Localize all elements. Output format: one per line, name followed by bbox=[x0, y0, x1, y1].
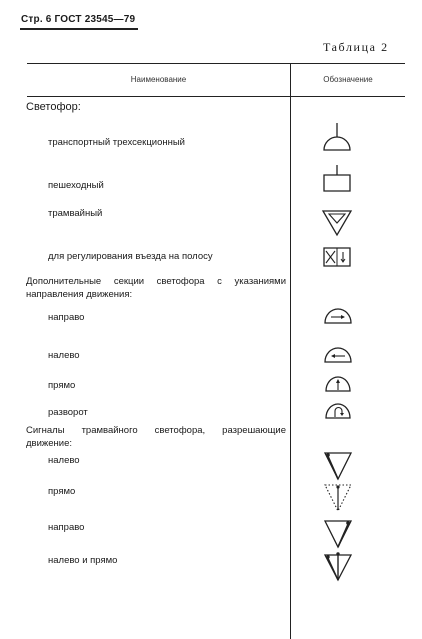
section-tram-signals: Сигналы трамвайного светофора, разрешающие движение: bbox=[26, 425, 286, 449]
row-label: налево bbox=[48, 455, 80, 466]
tram-straight-signal-icon bbox=[324, 483, 352, 513]
u-turn-section-icon bbox=[325, 402, 351, 420]
table-header-rule bbox=[27, 96, 405, 97]
column-divider bbox=[290, 63, 291, 639]
column-header-name: Наименование bbox=[130, 75, 187, 84]
row-label: направо bbox=[48, 522, 85, 533]
tram-traffic-light-icon bbox=[322, 209, 352, 237]
row-label: прямо bbox=[48, 380, 76, 391]
tram-left-straight-signal-icon bbox=[324, 552, 352, 582]
lane-entry-signal-icon bbox=[323, 247, 351, 267]
row-label: для регулирования въезда на полосу bbox=[48, 251, 213, 262]
left-arrow-section-icon bbox=[324, 346, 352, 364]
three-section-traffic-light-icon bbox=[322, 123, 352, 153]
row-label: налево и прямо bbox=[48, 555, 118, 566]
table-title: Таблица 2 bbox=[323, 40, 389, 54]
right-arrow-section-icon bbox=[324, 307, 352, 325]
row-label: прямо bbox=[48, 486, 76, 497]
tram-left-signal-icon bbox=[324, 451, 352, 481]
row-label: разворот bbox=[48, 407, 88, 418]
section-additional: Дополнительные секции светофора с указаниями направления движения: bbox=[26, 276, 286, 300]
table-top-rule bbox=[27, 63, 405, 64]
column-header-symbol: Обозначение bbox=[323, 75, 373, 84]
row-label: пешеходный bbox=[48, 180, 104, 191]
straight-arrow-section-icon bbox=[325, 375, 351, 393]
row-label: направо bbox=[48, 312, 85, 323]
header-underline bbox=[20, 28, 138, 30]
section-traffic-light: Светофор: bbox=[26, 101, 81, 113]
row-label: транспортный трехсекционный bbox=[48, 137, 185, 148]
row-label: налево bbox=[48, 350, 80, 361]
page-header: Стр. 6 ГОСТ 23545—79 bbox=[21, 14, 136, 25]
pedestrian-traffic-light-icon bbox=[323, 165, 351, 193]
row-label: трамвайный bbox=[48, 208, 103, 219]
tram-right-signal-icon bbox=[324, 519, 352, 549]
